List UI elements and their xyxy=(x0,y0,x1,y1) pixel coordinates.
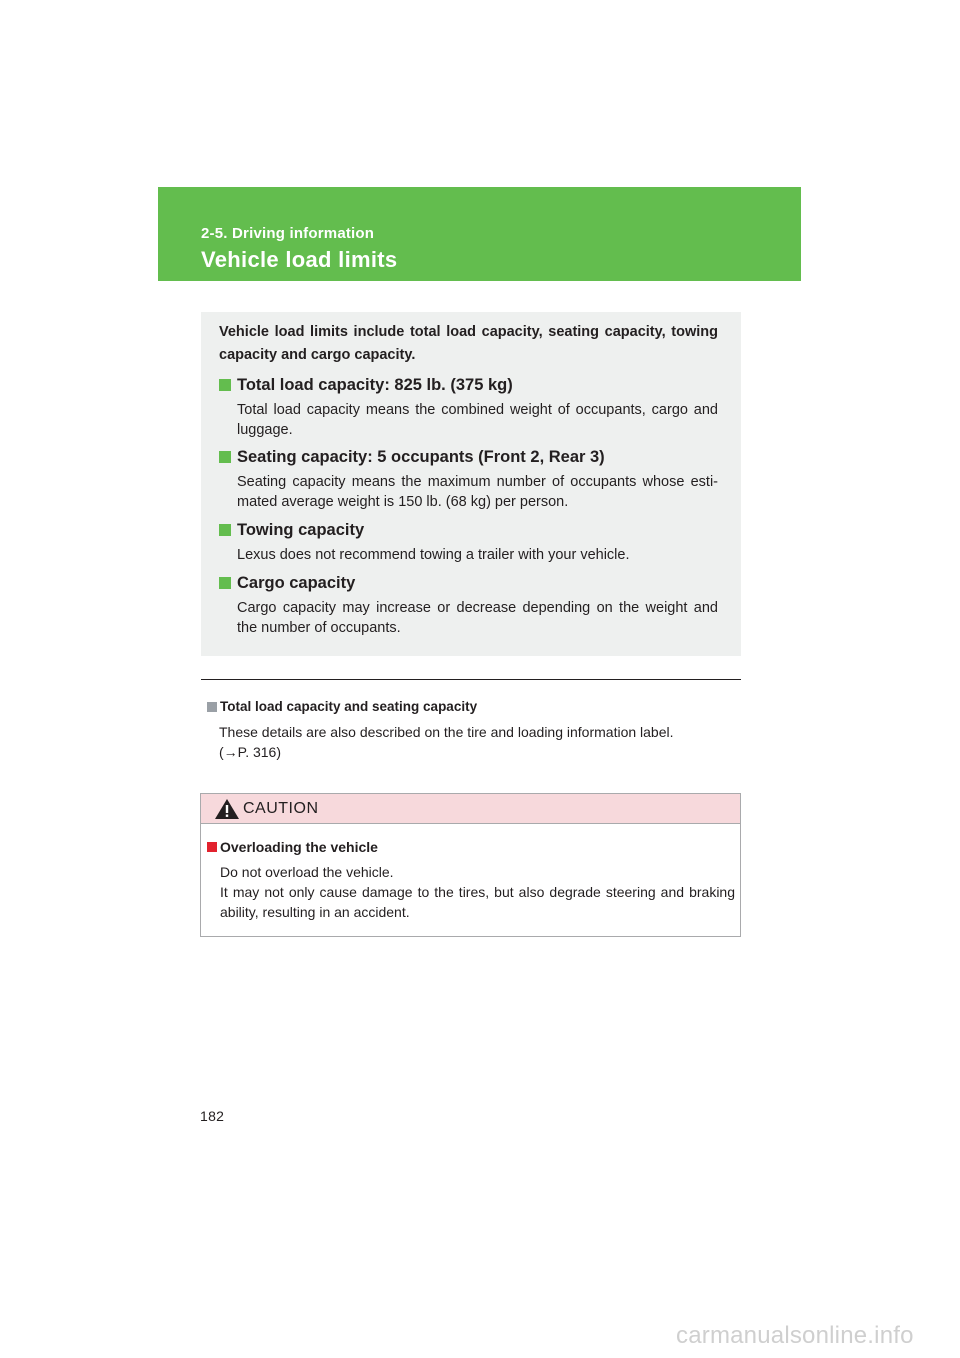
summary-item-text: Lexus does not recommend towing a trailer with your vehicle. xyxy=(237,547,630,563)
summary-item-total-load xyxy=(219,374,718,440)
summary-item-text: Cargo capacity may increase or decrease depending on the weight and the number of occupants. xyxy=(237,600,718,636)
section-header-band xyxy=(158,187,801,281)
summary-item-heading: Seating capacity: 5 occupants (Front 2, Rear 3) xyxy=(237,448,605,466)
note-heading: Total load capacity and seating capacity xyxy=(220,699,478,714)
warning-triangle-icon xyxy=(214,798,240,820)
watermark: carmanualsonline.info xyxy=(676,1322,914,1349)
section-label: 2-5. Driving information xyxy=(201,225,375,242)
green-square-bullet-icon xyxy=(219,577,231,589)
page-number: 182 xyxy=(200,1108,225,1124)
page-title: Vehicle load limits xyxy=(201,247,398,272)
summary-item-text: Total load capacity means the combined weight of occupants, cargo and luggage. xyxy=(237,402,718,438)
caution-header xyxy=(201,794,740,824)
summary-item-heading: Towing capacity xyxy=(237,521,365,539)
caution-body xyxy=(207,837,735,922)
summary-box xyxy=(201,312,741,656)
summary-item-towing xyxy=(219,519,718,565)
green-square-bullet-icon xyxy=(219,451,231,463)
note-text-line: These details are also described on the tire and loading information label. xyxy=(219,724,674,740)
summary-item-seating xyxy=(219,446,718,512)
red-square-bullet-icon xyxy=(207,842,217,852)
caution-label: CAUTION xyxy=(243,799,319,817)
summary-item-heading: Cargo capacity xyxy=(237,574,356,592)
summary-item-cargo xyxy=(219,572,718,638)
summary-item-heading: Total load capacity: 825 lb. (375 kg) xyxy=(237,376,513,394)
page-reference-link[interactable]: (→P. 316) xyxy=(219,744,281,760)
summary-intro: Vehicle load limits include total load capacity, seating capacity, towing capacity and cargo capacity. xyxy=(219,324,718,363)
caution-text-line: Do not overload the vehicle. xyxy=(220,864,394,880)
caution-box xyxy=(200,793,741,937)
caution-heading: Overloading the vehicle xyxy=(220,839,378,855)
note-section xyxy=(207,697,737,762)
gray-square-bullet-icon xyxy=(207,702,217,712)
green-square-bullet-icon xyxy=(219,524,231,536)
summary-item-text: Seating capacity means the maximum number of occupants whose esti-mated average weight is 150 lb. (68 kg) per person. xyxy=(237,474,718,510)
green-square-bullet-icon xyxy=(219,379,231,391)
section-divider xyxy=(201,679,741,680)
caution-text-line: It may not only cause damage to the tires, but also degrade steering and braking ability, resulting in an accident. xyxy=(220,884,735,920)
